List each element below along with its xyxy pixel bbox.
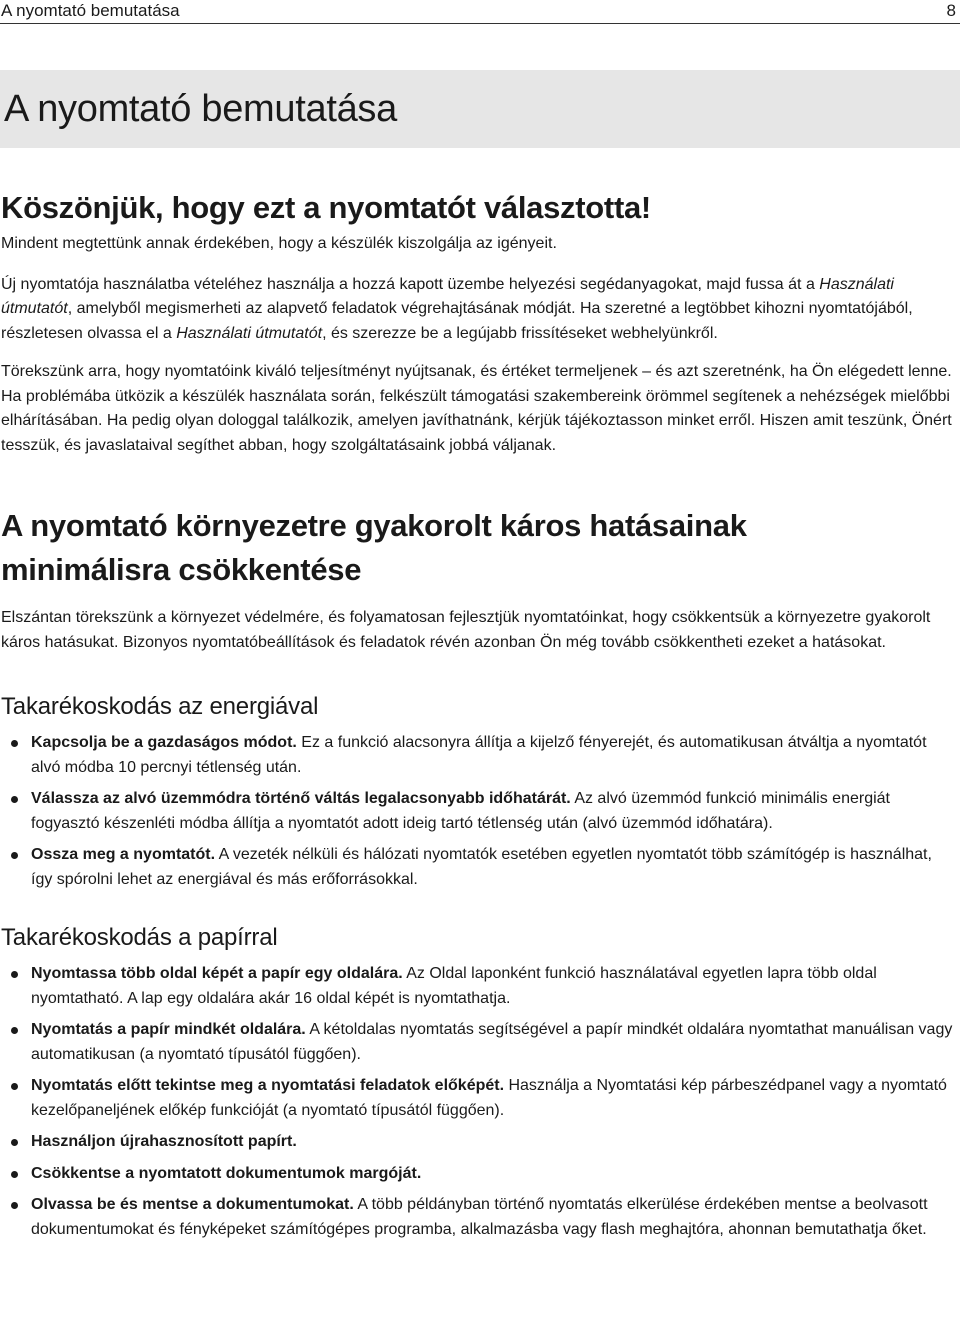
- chapter-title: A nyomtató bemutatása: [4, 88, 397, 130]
- bullet-icon: [11, 1139, 18, 1146]
- tip-heading: Nyomtassa több oldal képét a papír egy oldalára.: [31, 965, 403, 982]
- list-item: [1, 1018, 957, 1067]
- list-item: [1, 787, 957, 836]
- bullet-icon: [11, 796, 18, 803]
- tip-text: A vezeték nélküli és hálózati nyomtatók esetében egyetlen nyomtatót több számítógép is használhat, így spórolni lehet az energiával és más erőforrásokkal.: [31, 846, 932, 888]
- environment-section: [1, 504, 957, 655]
- bullet-icon: [11, 852, 18, 859]
- energy-tips-list: [1, 731, 957, 892]
- paper-section-title: Takarékoskodás a papírral: [1, 924, 278, 951]
- getting-started-paragraph: [1, 273, 957, 347]
- running-header: [0, 0, 960, 24]
- bullet-icon: [11, 1083, 18, 1090]
- bullet-icon: [11, 1202, 18, 1209]
- tip-heading: Csökkentse a nyomtatott dokumentumok margóját.: [31, 1164, 422, 1182]
- tip-text: Ez a funkció alacsonyra állítja a kijelző fényerejét, és automatikusan átváltja a nyomtatót alvó módba 10 percnyi tétlenség után.: [31, 734, 927, 776]
- environment-title-line2: minimálisra csökkentése: [1, 552, 362, 587]
- tip-heading: Ossza meg a nyomtatót.: [31, 846, 216, 863]
- user-guide-reference-2: Használati útmutatót: [176, 324, 323, 342]
- paper-tips-list: [1, 962, 957, 1242]
- environment-title-line1: A nyomtató környezetre gyakorolt káros hatásainak: [1, 508, 747, 543]
- page-number: 8: [946, 1, 956, 20]
- bullet-icon: [11, 740, 18, 747]
- support-paragraph: Törekszünk arra, hogy nyomtatóink kiváló teljesítményt nyújtsanak, és értéket termeljenek – és azt szeretnénk, ha Ön elégedett lenne. Ha problémába ütközik a készülék használata során, felkészült támogatási szakembereink örömmel segítenek a nehézségek mielőbbi elhárításában. Ha pedig olyan dologgal találkozik, amelyen javíthatnánk, kérjük tájékoztasson minket erről. Hiszen amit teszünk, Önért tesszük, és javaslataival segíthet abban, hogy szolgáltatásaink jobbá váljanak.: [1, 363, 952, 454]
- thanks-intro-paragraph: Mindent megtettünk annak érdekében, hogy a készülék kiszolgálja az igényeit.: [1, 235, 557, 252]
- tip-heading: Nyomtatás előtt tekintse meg a nyomtatási feladatok előképét.: [31, 1077, 505, 1094]
- paper-section: [1, 922, 957, 1242]
- chapter-banner: [0, 70, 960, 148]
- p1-part-a: Új nyomtatója használatba vételéhez használja a hozzá kapott üzembe helyezési segédanyagokat, majd fussa át a: [1, 275, 820, 293]
- bullet-icon: [11, 971, 18, 978]
- list-item: [1, 731, 957, 780]
- running-header-title: A nyomtató bemutatása: [1, 1, 180, 20]
- page-content: [1, 188, 957, 1249]
- p1-part-b: , amelyből megismerheti az alapvető feladatok végrehajtásának módját. Ha szeretné a legtöbbet kihozni nyomtatójából, részletesen olvassa el a: [1, 300, 913, 342]
- tip-text: A több példányban történő nyomtatás elkerülése érdekében mentse a beolvasott dokumentumokat és fényképeket számítógépes programba, alkalmazásba vagy flash meghajtóra, ahonnan bemutathatja őket.: [31, 1196, 928, 1238]
- energy-section-title: Takarékoskodás az energiával: [1, 693, 319, 720]
- list-item: [1, 1193, 957, 1242]
- bullet-icon: [11, 1027, 18, 1034]
- list-item: [1, 962, 957, 1011]
- tip-text: Használja a Nyomtatási kép párbeszédpanel vagy a nyomtató kezelőpaneljének előkép funkcióját (a nyomtató típusától függően).: [31, 1077, 947, 1119]
- user-guide-reference: Használati útmutatót: [1, 275, 894, 317]
- tip-heading: Nyomtatás a papír mindkét oldalára.: [31, 1021, 306, 1038]
- p1-part-c: , és szerezze be a legújabb frissítéseket webhelyünkről.: [322, 324, 718, 342]
- list-item: [1, 1162, 957, 1187]
- tip-heading: Használjon újrahasznosított papírt.: [31, 1133, 297, 1150]
- tip-heading: Válassza az alvó üzemmódra történő váltás legalacsonyabb időhatárát.: [31, 790, 571, 807]
- thanks-section-title: Köszönjük, hogy ezt a nyomtatót választotta!: [1, 190, 651, 225]
- tip-text: Az alvó üzemmód funkció minimális energiát fogyasztó készenléti módba állítja a nyomtatót adott ideig tartó tétlenség után (alvó üzemmód időhatára).: [31, 790, 890, 832]
- list-item: [1, 843, 957, 892]
- environment-section-title: [1, 504, 957, 592]
- bullet-icon: [11, 1171, 18, 1178]
- tip-heading: Olvassa be és mentse a dokumentumokat.: [31, 1196, 354, 1213]
- environment-intro-paragraph: Elszántan törekszünk a környezet védelmére, és folyamatosan fejlesztjük nyomtatóinkat, hogy csökkentsük a környezetre gyakorolt káros hatásukat. Bizonyos nyomtatóbeállítások és feladatok révén azonban Ön még tovább csökkentheti ezeket a hatásokat.: [1, 609, 931, 651]
- tip-text: A kétoldalas nyomtatás segítségével a papír mindkét oldalára nyomtathat manuálisan vagy automatikusan (a nyomtató típusától függően).: [31, 1021, 953, 1063]
- list-item: [1, 1130, 957, 1155]
- tip-text: Az Oldal laponként funkció használatával egyetlen lapra több oldal nyomtatható. A lap egy oldalára akár 16 oldal képét is nyomtathatja.: [31, 965, 877, 1007]
- tip-heading: Kapcsolja be a gazdaságos módot.: [31, 734, 297, 751]
- list-item: [1, 1074, 957, 1123]
- energy-section: [1, 691, 957, 892]
